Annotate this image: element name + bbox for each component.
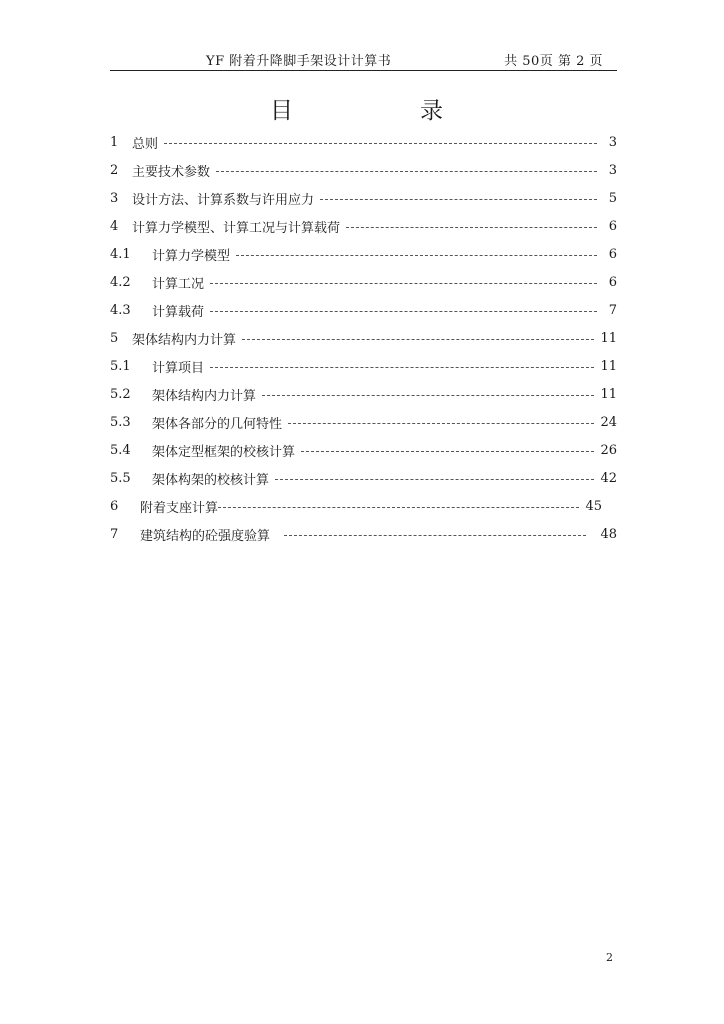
toc-entry-number: 5.3 xyxy=(110,414,131,430)
toc-entry-title: 建筑结构的砼强度验算 xyxy=(140,528,271,544)
toc-entry[interactable] xyxy=(110,268,617,296)
toc-entry-page: 5 xyxy=(608,190,617,206)
page-count: 共 50页 第 2 页 xyxy=(504,54,603,69)
dotted-leader xyxy=(210,283,597,284)
toc-entry-title: 总则 xyxy=(132,136,159,152)
toc-entry-number: 5.1 xyxy=(110,358,131,374)
toc-entry[interactable] xyxy=(110,240,617,268)
toc-entry[interactable] xyxy=(110,520,617,548)
dotted-leader xyxy=(301,451,594,452)
toc-entry[interactable] xyxy=(110,156,617,184)
dotted-leader xyxy=(216,171,597,172)
dotted-leader xyxy=(284,535,586,536)
toc-entry[interactable] xyxy=(110,296,617,324)
page-number: 2 xyxy=(606,951,613,964)
toc-entry-number: 4.3 xyxy=(110,302,131,318)
dotted-leader xyxy=(288,423,594,424)
toc-entry-page: 26 xyxy=(600,442,617,458)
toc-entry-number: 3 xyxy=(110,190,119,206)
dotted-leader xyxy=(320,199,597,200)
toc-entry-page: 48 xyxy=(600,526,617,542)
toc-entry-title: 附着支座计算 xyxy=(140,500,219,516)
dotted-leader xyxy=(242,339,594,340)
toc-entry-page: 42 xyxy=(600,470,617,486)
toc-entry-number: 6 xyxy=(110,498,119,514)
toc-entry-title: 架体结构内力计算 xyxy=(152,388,257,404)
page-header xyxy=(110,50,617,71)
toc-entry-title: 主要技术参数 xyxy=(132,164,211,180)
toc-entry-number: 5.2 xyxy=(110,386,131,402)
toc-entry-page: 6 xyxy=(608,274,617,290)
toc-entry-title: 计算力学模型 xyxy=(152,248,231,264)
toc-entry[interactable] xyxy=(110,492,602,520)
toc-entry[interactable] xyxy=(110,436,617,464)
toc-entry-title: 架体各部分的几何特性 xyxy=(152,416,283,432)
toc-entry-page: 11 xyxy=(600,386,617,402)
table-of-contents xyxy=(110,128,617,548)
toc-entry-title: 计算力学模型、计算工况与计算载荷 xyxy=(132,220,341,236)
dotted-leader xyxy=(236,255,597,256)
dotted-leader xyxy=(210,311,597,312)
toc-entry-title: 计算载荷 xyxy=(152,304,205,320)
toc-entry[interactable] xyxy=(110,408,617,436)
toc-entry[interactable] xyxy=(110,380,617,408)
dotted-leader xyxy=(275,479,594,480)
dotted-leader xyxy=(218,507,579,508)
toc-heading-char: 录 xyxy=(420,98,443,124)
toc-entry-number: 4.1 xyxy=(110,246,131,262)
toc-entry-page: 6 xyxy=(608,218,617,234)
toc-entry-page: 3 xyxy=(608,134,617,150)
toc-entry-title: 计算工况 xyxy=(152,276,205,292)
toc-entry-page: 45 xyxy=(585,498,602,514)
toc-entry[interactable] xyxy=(110,128,617,156)
toc-entry-number: 4 xyxy=(110,218,119,234)
toc-heading xyxy=(0,92,724,122)
toc-entry[interactable] xyxy=(110,324,617,352)
toc-entry[interactable] xyxy=(110,352,617,380)
toc-entry-number: 1 xyxy=(110,134,119,150)
toc-entry-page: 3 xyxy=(608,162,617,178)
toc-entry-page: 11 xyxy=(600,330,617,346)
toc-entry-title: 设计方法、计算系数与许用应力 xyxy=(132,192,315,208)
document-title: YF 附着升降脚手架设计计算书 xyxy=(206,54,392,69)
toc-entry[interactable] xyxy=(110,212,617,240)
dotted-leader xyxy=(346,227,597,228)
toc-entry-page: 24 xyxy=(600,414,617,430)
toc-entry-page: 11 xyxy=(600,358,617,374)
toc-entry-number: 2 xyxy=(110,162,119,178)
toc-entry-page: 6 xyxy=(608,246,617,262)
toc-entry-number: 5 xyxy=(110,330,119,346)
toc-entry-page: 7 xyxy=(608,302,617,318)
toc-entry[interactable] xyxy=(110,184,617,212)
toc-entry[interactable] xyxy=(110,464,617,492)
dotted-leader xyxy=(262,395,594,396)
toc-entry-number: 5.4 xyxy=(110,442,131,458)
toc-heading-char: 目 xyxy=(270,98,293,124)
dotted-leader xyxy=(210,367,594,368)
toc-entry-title: 架体定型框架的校核计算 xyxy=(152,444,296,460)
toc-entry-title: 架体结构内力计算 xyxy=(132,332,237,348)
toc-entry-number: 7 xyxy=(110,526,119,542)
toc-entry-title: 架体构架的校核计算 xyxy=(152,472,270,488)
toc-entry-number: 5.5 xyxy=(110,470,131,486)
dotted-leader xyxy=(164,143,597,144)
toc-entry-title: 计算项目 xyxy=(152,360,205,376)
toc-entry-number: 4.2 xyxy=(110,274,131,290)
